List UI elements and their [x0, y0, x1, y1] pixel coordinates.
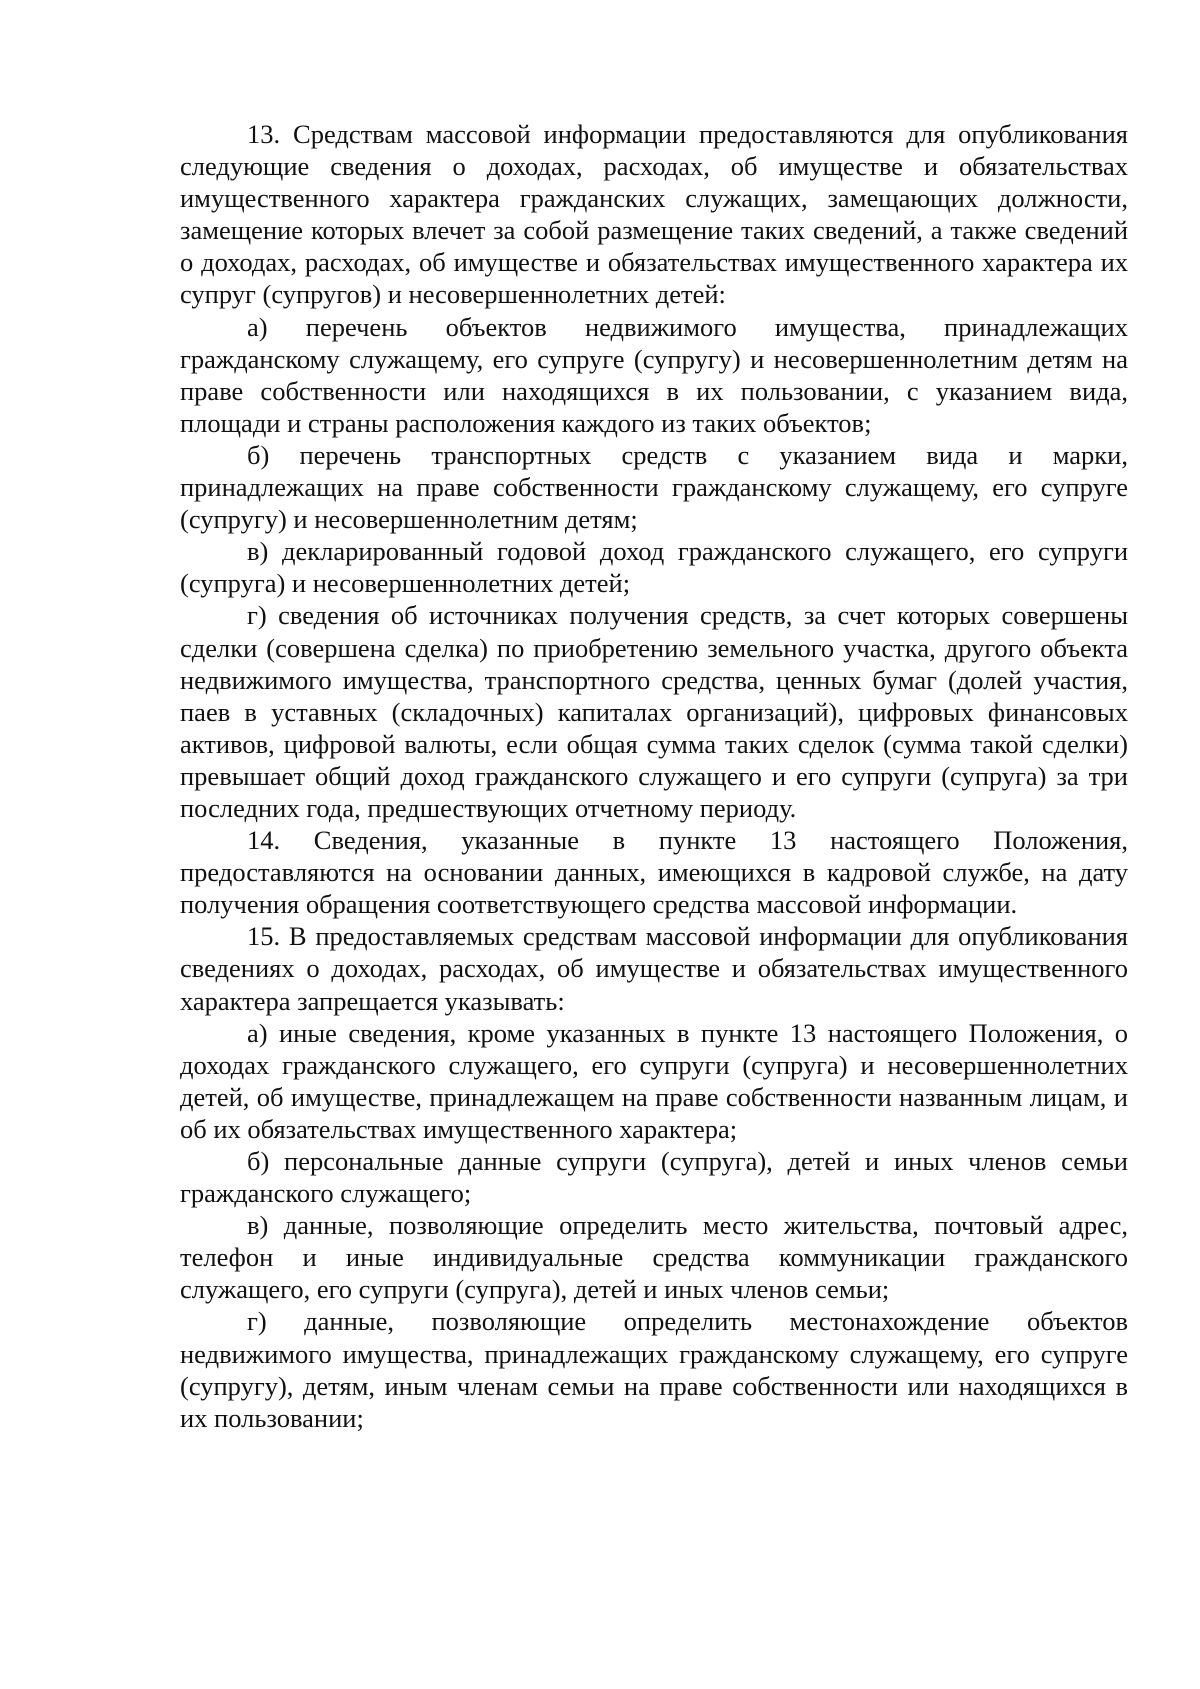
paragraph-subitem-15a: а) иные сведения, кроме указанных в пункте 13 настоящего Положения, о доходах гражданского служащего, его супруги (супруга) и несовершеннолетних детей, об имуществе, принадлежащем на праве собственности названным лицам, и об их обязательствах имущественного характера;	[180, 1017, 1128, 1144]
paragraph-subitem-13g: г) сведения об источниках получения средств, за счет которых совершены сделки (совершена сделка) по приобретению земельного участка, другого объекта недвижимого имущества, транспортного средства, ценных бумаг (долей участия, паев в уставных (складочных) капиталах организаций), цифровых финансовых активов, цифровой валюты, если общая сумма таких сделок (сумма такой сделки) превышает общий доход гражданского служащего и его супруги (супруга) за три последних года, предшествующих отчетному периоду.	[180, 600, 1128, 823]
paragraph-subitem-15b: б) персональные данные супруги (супруга), детей и иных членов семьи гражданского служащего;	[180, 1146, 1128, 1209]
paragraph-subitem-13b: б) перечень транспортных средств с указанием вида и марки, принадлежащих на праве собственности гражданскому служащему, его супруге (супругу) и несовершеннолетним детям;	[180, 439, 1128, 535]
paragraph-item-15: 15. В предоставляемых средствам массовой информации для опубликования сведениях о доходах, расходах, об имуществе и обязательствах имущественного характера запрещается указывать:	[180, 921, 1128, 1016]
paragraph-subitem-15v: в) данные, позволяющие определить место жительства, почтовый адрес, телефон и иные индивидуальные средства коммуникации гражданского служащего, его супруги (супруга), детей и иных членов семьи;	[180, 1210, 1128, 1305]
paragraph-subitem-13v: в) декларированный годовой доход гражданского служащего, его супруги (супруга) и несовершеннолетних детей;	[180, 536, 1128, 599]
paragraph-subitem-15g: г) данные, позволяющие определить местонахождение объектов недвижимого имущества, принадлежащих гражданскому служащему, его супруге (супругу), детям, иным членам семьи на праве собственности или находящихся в их пользовании;	[180, 1306, 1128, 1433]
paragraph-item-13: 13. Средствам массовой информации предоставляются для опубликования следующие сведения о доходах, расходах, об имуществе и обязательствах имущественного характера гражданских служащих, замещающих должности, замещение которых влечет за собой размещение таких сведений, а также сведений о доходах, расходах, об имуществе и обязательствах имущественного характера их супруг (супругов) и несовершеннолетних детей:	[180, 119, 1128, 310]
paragraph-item-14: 14. Сведения, указанные в пункте 13 настоящего Положения, предоставляются на основании данных, имеющихся в кадровой службе, на дату получения обращения соответствующего средства массовой информации.	[180, 825, 1128, 920]
document-page	[180, 118, 1128, 1434]
paragraph-subitem-13a: а) перечень объектов недвижимого имущества, принадлежащих гражданскому служащему, его супруге (супругу) и несовершеннолетним детям на праве собственности или находящихся в их пользовании, с указанием вида, площади и страны расположения каждого из таких объектов;	[180, 311, 1128, 438]
